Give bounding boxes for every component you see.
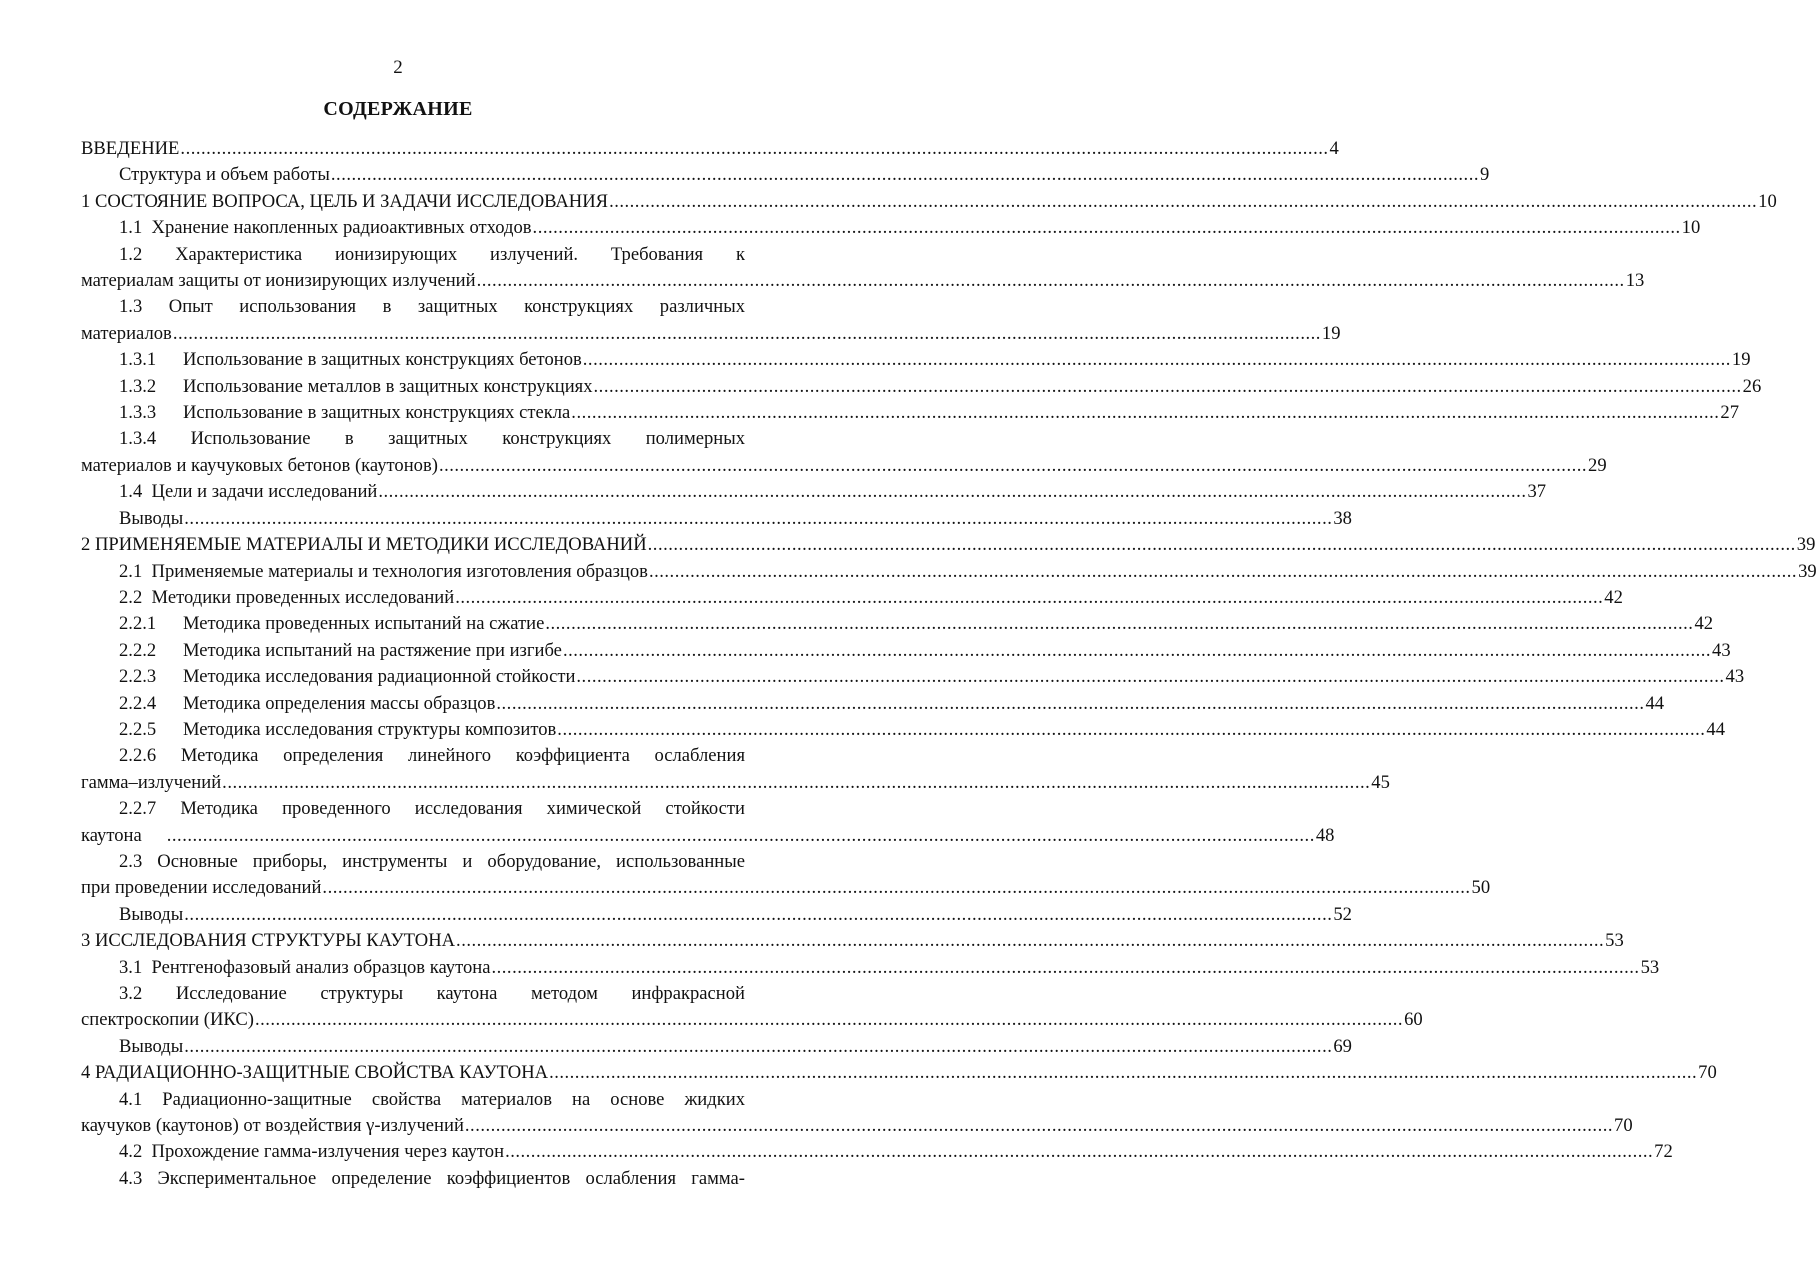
toc-page: 70 (1614, 1115, 1633, 1137)
toc-entry-title: Рентгенофазовый анализ образцов каутона (151, 956, 491, 978)
toc-entry-title: 2 ПРИМЕНЯЕМЫЕ МАТЕРИАЛЫ И МЕТОДИКИ ИССЛЕДОВАНИЙ (81, 534, 647, 556)
toc-page: 19 (1731, 349, 1751, 371)
toc-page: 13 (1625, 270, 1645, 292)
toc-page: 53 (1605, 930, 1624, 952)
toc-entry-title: Использование металлов в защитных конструкциях (183, 375, 593, 397)
toc-page: 19 (1321, 322, 1341, 344)
toc-page: 10 (1681, 217, 1701, 239)
toc-entry-title: 2.2.6 Методика определения линейного коэффициента ослабления (119, 745, 745, 767)
toc-entry-title: Методики проведенных исследований (151, 586, 455, 608)
toc-entry-title: Использование в защитных конструкциях стекла (183, 402, 571, 424)
toc-entry-1-3[interactable] (81, 294, 1341, 347)
toc-entry-1-3-2[interactable] (81, 374, 1762, 400)
toc-leader: ............................................................................................................................................................................................................................... (491, 956, 1640, 978)
toc-number: 2.2.1 (119, 613, 157, 635)
toc-leader: ............................................................................................................................................................................................................................... (476, 270, 1625, 292)
toc-leader: ............................................................................................................................................................................................................................... (184, 903, 1333, 925)
toc-entry-title: Методика исследования структуры композитов (183, 718, 557, 740)
toc-number: 1.4 (119, 481, 143, 503)
toc-page: 10 (1758, 190, 1777, 212)
toc-entry-2-1[interactable] (81, 559, 1817, 585)
toc-page: 43 (1712, 639, 1731, 661)
toc-entry-title-continued: материалам защиты от ионизирующих излучений (81, 270, 476, 292)
toc-page: 27 (1720, 402, 1739, 424)
toc-page: 38 (1333, 507, 1352, 529)
toc-entry-title: Использование в защитных конструкциях бетонов (183, 349, 582, 371)
toc-entry-3-1[interactable] (81, 955, 1660, 981)
toc-number: 1.3.1 (119, 349, 157, 371)
toc-entry-title: Методика проведенных испытаний на сжатие (183, 613, 545, 635)
toc-page: 50 (1471, 877, 1491, 899)
toc-entry-title: 2.2.7 Методика проведенного исследования химической стойкости (119, 798, 745, 820)
toc-entry-1-3-3[interactable] (81, 400, 1739, 426)
toc-entry-title: Методика исследования радиационной стойкости (183, 666, 576, 688)
toc-number: 2.2.5 (119, 718, 157, 740)
toc-number: 1.1 (119, 217, 143, 239)
toc-leader: ............................................................................................................................................................................................................................... (456, 930, 1605, 952)
toc-page: 70 (1698, 1062, 1717, 1084)
toc-entry-3-2[interactable] (81, 981, 1423, 1034)
toc-number: 3.1 (119, 956, 143, 978)
toc-page: 43 (1725, 666, 1745, 688)
toc-entry-title: Структура и объем работы (119, 164, 330, 186)
toc-number: 1.3.3 (119, 402, 157, 424)
toc-page: 48 (1315, 824, 1335, 846)
toc-entry-title: Методика определения массы образцов (183, 692, 496, 714)
toc-leader: ............................................................................................................................................................................................................................... (464, 1115, 1614, 1137)
toc-number: 2.2 (119, 586, 143, 608)
toc-page: 72 (1654, 1141, 1673, 1163)
toc-entry-2-2-6[interactable] (81, 743, 1390, 796)
toc-entry-4-3[interactable] (81, 1166, 745, 1192)
toc-page: 9 (1480, 164, 1490, 186)
toc-page: 44 (1645, 692, 1665, 714)
toc-leader: ............................................................................................................................................................................................................................... (184, 507, 1333, 529)
toc-entry-4-1[interactable] (81, 1087, 1633, 1140)
toc-leader: ............................................................................................................................................................................................................................... (549, 1062, 1698, 1084)
toc-page: 44 (1706, 718, 1725, 740)
toc-entry-1-3-4[interactable] (81, 426, 1607, 479)
toc-entry-2-2-7[interactable] (81, 796, 1335, 849)
toc-entry-chapter-3[interactable] (81, 928, 1624, 954)
toc-entry-title-continued: каутона (81, 824, 142, 846)
toc-leader: ............................................................................................................................................................................................................................... (166, 824, 1315, 846)
toc-number: 2.2.2 (119, 639, 157, 661)
page-title: СОДЕРЖАНИЕ (323, 98, 473, 120)
toc-entry-title: Методика испытаний на растяжение при изгибе (183, 639, 562, 661)
toc-page: 42 (1604, 586, 1623, 608)
toc-page: 4 (1329, 138, 1339, 159)
toc-entry-2-2-5[interactable] (81, 717, 1725, 743)
toc-leader: ............................................................................................................................................................................................................................... (378, 481, 1527, 503)
toc-entry-chapter-2[interactable] (81, 532, 1816, 558)
toc-leader: ............................................................................................................................................................................................................................... (576, 666, 1725, 688)
toc-page: 52 (1333, 903, 1352, 925)
toc-number: 2.1 (119, 560, 143, 582)
toc-entry-1-4[interactable] (81, 479, 1547, 505)
toc-entry-title: 1 СОСТОЯНИЕ ВОПРОСА, ЦЕЛЬ И ЗАДАЧИ ИССЛЕДОВАНИЯ (81, 190, 609, 212)
toc-leader: ............................................................................................................................................................................................................................... (180, 138, 1329, 159)
toc-leader: ............................................................................................................................................................................................................................... (455, 586, 1604, 608)
toc-entry-2-2-2[interactable] (81, 638, 1731, 664)
toc-number: 2.2.4 (119, 692, 157, 714)
toc-entry-title: 3.2 Исследование структуры каутона методом инфракрасной (119, 983, 745, 1004)
toc-entry-title: 1.3.4 Использование в защитных конструкциях полимерных (119, 428, 745, 450)
toc-page: 60 (1404, 1009, 1423, 1031)
toc-entry-title: 2.3 Основные приборы, инструменты и оборудование, использованные (119, 850, 745, 872)
toc-entry-2-2-3[interactable] (81, 664, 1745, 690)
toc-leader: ............................................................................................................................................................................................................................... (496, 692, 1645, 714)
toc-leader: ............................................................................................................................................................................................................................... (222, 771, 1371, 793)
toc-entry-title-continued: материалов и каучуковых бетонов (каутонов) (81, 454, 438, 476)
table-of-contents (81, 136, 1817, 1192)
toc-entry-2-2[interactable] (81, 585, 1623, 611)
toc-entry-title: ВВЕДЕНИЕ (81, 138, 180, 159)
toc-leader: ............................................................................................................................................................................................................................... (562, 639, 1712, 661)
toc-page: 29 (1588, 454, 1607, 476)
toc-entry-title: 1.2 Характеристика ионизирующих излучений. Требования к (119, 243, 745, 265)
toc-leader: ............................................................................................................................................................................................................................... (184, 1035, 1333, 1057)
toc-entry-2-3[interactable] (81, 849, 1491, 902)
toc-number: 2.2.3 (119, 666, 157, 688)
toc-leader: ............................................................................................................................................................................................................................... (254, 1009, 1404, 1031)
toc-entry-title: Цели и задачи исследований (151, 481, 378, 503)
toc-leader: ............................................................................................................................................................................................................................... (648, 560, 1798, 582)
toc-page: 42 (1694, 613, 1714, 635)
toc-entry-conclusions-2[interactable] (81, 902, 1352, 928)
toc-leader: ............................................................................................................................................................................................................................... (647, 534, 1796, 556)
toc-entry-title: Применяемые материалы и технология изготовления образцов (151, 560, 648, 582)
toc-entry-title: Выводы (119, 903, 184, 925)
toc-leader: ............................................................................................................................................................................................................................... (557, 718, 1706, 740)
toc-page: 53 (1640, 956, 1660, 978)
toc-leader: ............................................................................................................................................................................................................................... (582, 349, 1731, 371)
toc-entry-4-2[interactable] (81, 1139, 1673, 1165)
toc-entry-title: Выводы (119, 507, 184, 529)
toc-entry-title: Прохождение гамма-излучения через каутон (151, 1141, 505, 1163)
toc-leader: ............................................................................................................................................................................................................................... (438, 454, 1588, 476)
toc-entry-chapter-4[interactable] (81, 1060, 1717, 1086)
toc-leader: ............................................................................................................................................................................................................................... (571, 402, 1720, 424)
toc-entry-title: 4.3 Экспериментальное определение коэффициентов ослабления гамма- (119, 1167, 745, 1189)
toc-entry-conclusions-1[interactable] (81, 506, 1352, 532)
toc-page: 39 (1798, 560, 1817, 582)
toc-entry-title-continued: каучуков (каутонов) от воздействия γ-излучений (81, 1115, 464, 1137)
toc-page: 69 (1333, 1035, 1352, 1057)
toc-entry-title: Хранение накопленных радиоактивных отходов (151, 217, 532, 239)
toc-entry-title-continued: спектроскопии (ИКС) (81, 1009, 254, 1031)
toc-leader: ............................................................................................................................................................................................................................... (545, 613, 1694, 635)
toc-page: 39 (1796, 534, 1816, 556)
toc-entry-title: 1.3 Опыт использования в защитных конструкциях различных (119, 296, 745, 318)
toc-entry-title: 4 РАДИАЦИОННО-ЗАЩИТНЫЕ СВОЙСТВА КАУТОНА (81, 1062, 549, 1084)
toc-entry-title-continued: гамма–излучений (81, 771, 222, 793)
toc-entry-title-continued: материалов (81, 322, 172, 344)
toc-entry-1-1[interactable] (81, 215, 1701, 241)
toc-entry-1-2[interactable] (81, 242, 1645, 295)
toc-entry-2-2-4[interactable] (81, 691, 1665, 717)
toc-entry-introduction[interactable] (81, 136, 1339, 162)
toc-leader: ............................................................................................................................................................................................................................... (609, 190, 1758, 212)
toc-entry-conclusions-3[interactable] (81, 1034, 1352, 1060)
toc-leader: ............................................................................................................................................................................................................................... (322, 877, 1471, 899)
toc-leader: ............................................................................................................................................................................................................................... (172, 322, 1321, 344)
toc-leader: ............................................................................................................................................................................................................................... (330, 164, 1479, 186)
toc-entry-title: 3 ИССЛЕДОВАНИЯ СТРУКТУРЫ КАУТОНА (81, 930, 456, 952)
toc-page: 26 (1742, 375, 1762, 397)
toc-entry-title-continued: при проведении исследований (81, 877, 322, 899)
toc-number: 1.3.2 (119, 375, 157, 397)
toc-leader: ............................................................................................................................................................................................................................... (593, 375, 1742, 397)
toc-page: 37 (1527, 481, 1547, 503)
toc-entry-structure[interactable] (81, 162, 1490, 188)
toc-entry-1-3-1[interactable] (81, 347, 1751, 373)
page-number: 2 (393, 57, 403, 78)
toc-leader: ............................................................................................................................................................................................................................... (532, 217, 1681, 239)
toc-entry-2-2-1[interactable] (81, 611, 1714, 637)
toc-entry-chapter-1[interactable] (81, 189, 1777, 215)
toc-entry-title: Выводы (119, 1035, 184, 1057)
toc-number: 4.2 (119, 1141, 143, 1163)
toc-page: 45 (1371, 771, 1390, 793)
toc-leader: ............................................................................................................................................................................................................................... (505, 1141, 1654, 1163)
toc-entry-title: 4.1 Радиационно-защитные свойства материалов на основе жидких (119, 1088, 745, 1110)
